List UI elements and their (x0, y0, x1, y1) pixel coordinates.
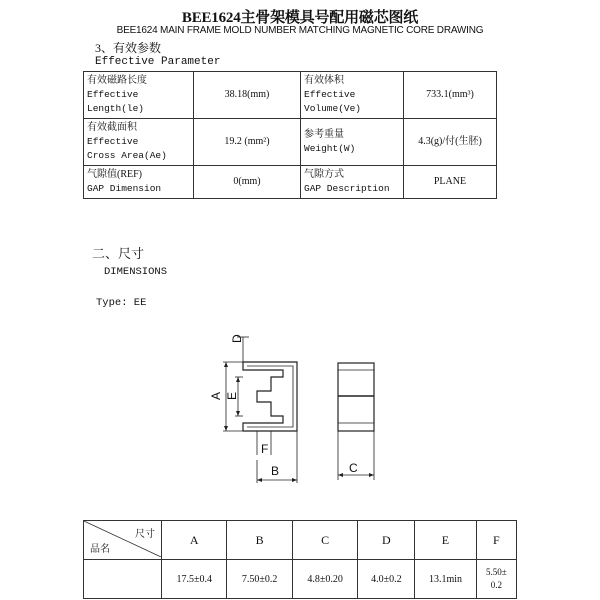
param-label-length: 有效磁路长度 Effective Length(le) (84, 72, 194, 119)
value-e: 13.1min (415, 560, 476, 599)
section-2-heading: 二、尺寸 (92, 246, 145, 261)
param-label-gap-description: 气隙方式 GAP Description (301, 166, 404, 199)
core-type-label: Type: EE (96, 297, 147, 309)
section-3-subheading: Effective Parameter (95, 56, 221, 68)
core-front-view (243, 362, 297, 431)
effective-parameter-table (83, 71, 497, 199)
param-value-gap: 0(mm) (194, 166, 301, 199)
value-a: 17.5±0.4 (162, 560, 227, 599)
dim-label-a: A (209, 391, 223, 400)
header-c: C (292, 521, 357, 560)
document-subtitle: BEE1624 MAIN FRAME MOLD NUMBER MATCHING MAGNETIC CORE DRAWING (116, 25, 484, 36)
core-drawing (195, 325, 405, 500)
table-row (84, 521, 517, 560)
dim-label-e: E (225, 391, 239, 400)
value-f: 5.50± 0.2 (476, 560, 516, 599)
corner-label-size: 尺寸 (135, 529, 155, 540)
param-value-length: 38.18(mm) (194, 72, 301, 119)
product-name-cell (84, 560, 162, 599)
param-value-area: 19.2 (mm²) (194, 119, 301, 166)
table-row (84, 72, 497, 119)
dim-label-f: F (261, 442, 269, 456)
param-label-gap: 气隙值(REF) GAP Dimension (84, 166, 194, 199)
corner-header-cell (84, 521, 162, 560)
dim-label-d: D (230, 334, 244, 343)
corner-label-name: 品名 (90, 544, 110, 555)
header-b: B (227, 521, 292, 560)
param-label-weight: 参考重量 Weight(W) (301, 119, 404, 166)
param-label-volume: 有效体积 Effective Volume(Ve) (301, 72, 404, 119)
table-row (84, 560, 517, 599)
param-value-volume: 733.1(mm³) (404, 72, 497, 119)
dim-label-b: B (271, 464, 280, 478)
table-row (84, 166, 497, 199)
core-side-view (338, 363, 374, 431)
section-3-heading: 3、有效参数 (95, 41, 162, 55)
dim-label-c: C (349, 461, 358, 475)
document-title: BEE1624主骨架模具号配用磁芯图纸 (181, 10, 419, 26)
value-d: 4.0±0.2 (358, 560, 415, 599)
header-a: A (162, 521, 227, 560)
section-2-subheading: DIMENSIONS (104, 266, 168, 278)
param-value-gap-description: PLANE (404, 166, 497, 199)
param-label-area: 有效截面积 Effective Cross Area(Ae) (84, 119, 194, 166)
header-f: F (476, 521, 516, 560)
dimension-table (83, 520, 517, 599)
table-row (84, 119, 497, 166)
value-b: 7.50±0.2 (227, 560, 292, 599)
value-c: 4.8±0.20 (292, 560, 357, 599)
param-value-weight: 4.3(g)/付(生胚) (404, 119, 497, 166)
header-e: E (415, 521, 476, 560)
header-d: D (358, 521, 415, 560)
